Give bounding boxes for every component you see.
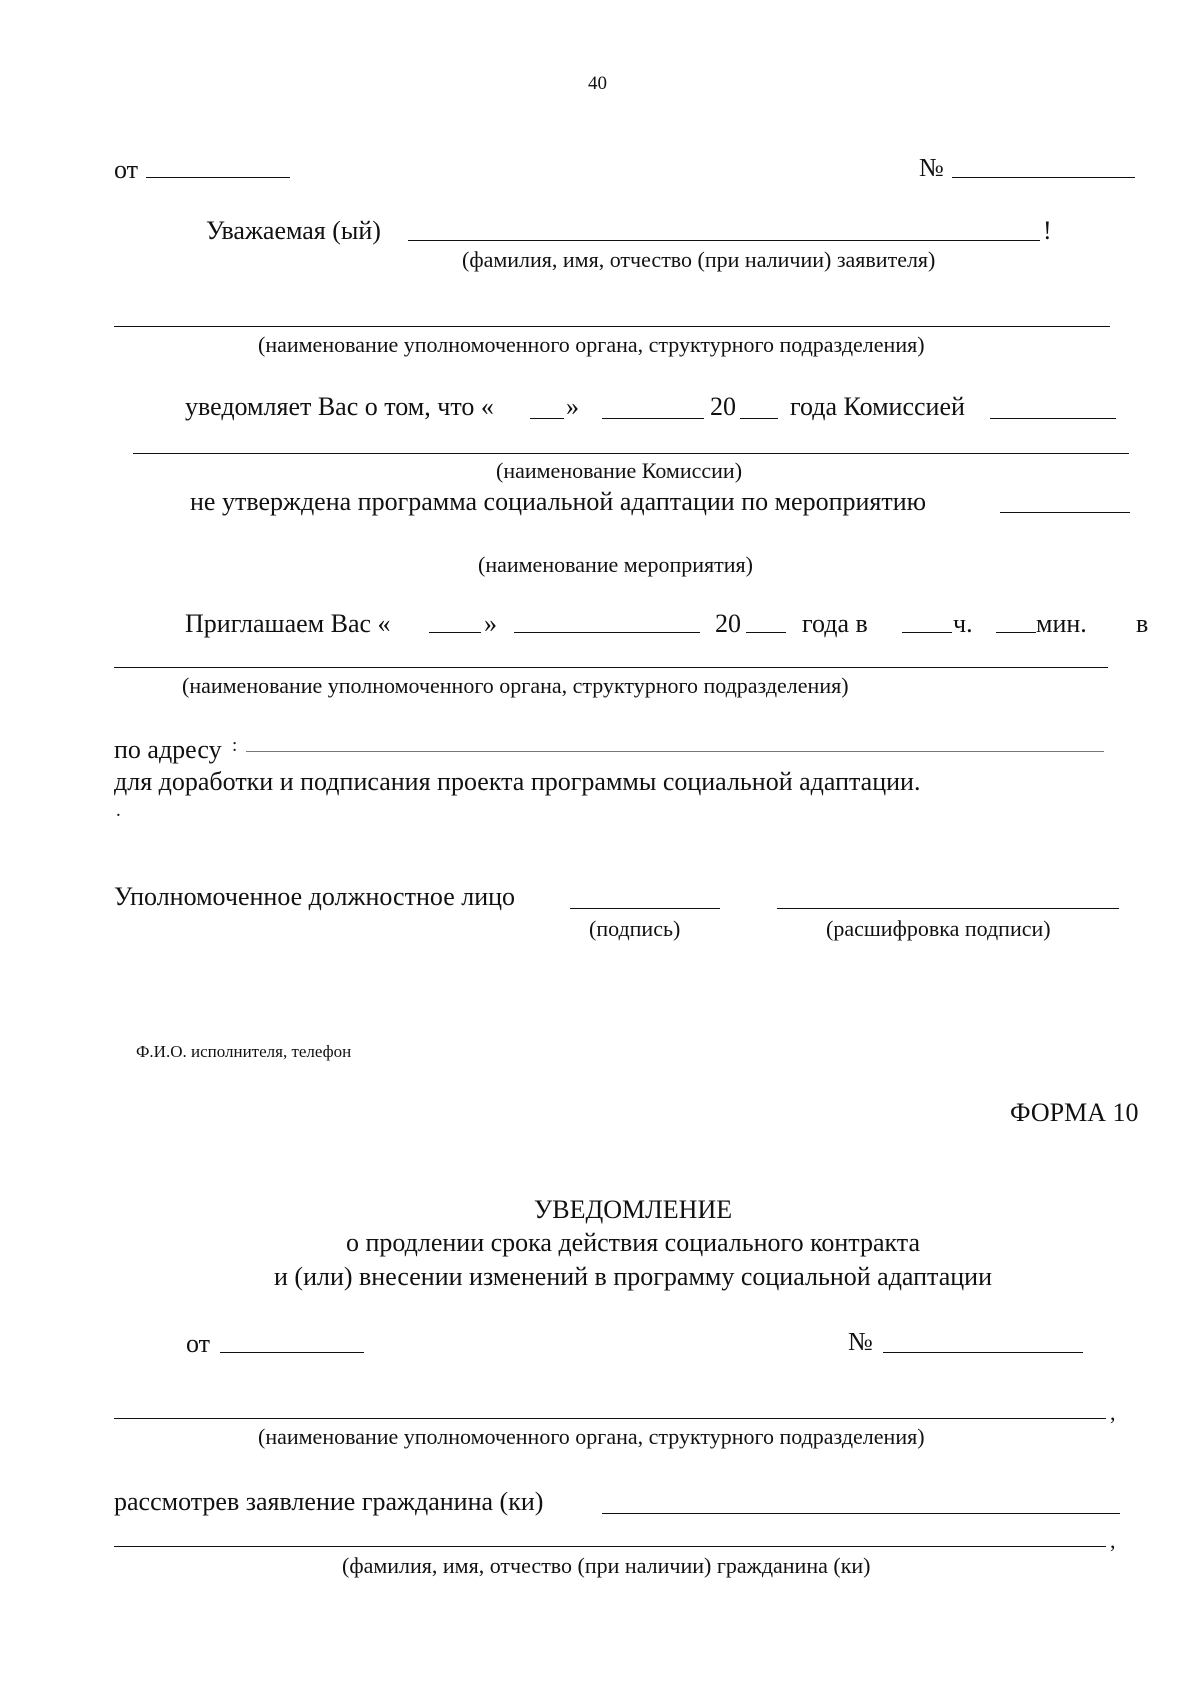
invite-hours-line[interactable] bbox=[902, 632, 952, 633]
address-colon: : bbox=[232, 735, 238, 756]
notify-month-line[interactable] bbox=[602, 418, 704, 419]
invite-month-line[interactable] bbox=[514, 632, 700, 633]
signature-line[interactable] bbox=[570, 908, 720, 909]
commission-name-line[interactable] bbox=[133, 453, 1129, 454]
invite-day-line[interactable] bbox=[429, 632, 481, 633]
purpose-text: для доработки и подписания проекта программы социальной адаптации. bbox=[114, 767, 921, 796]
invite-year-word: года в bbox=[802, 609, 868, 638]
date-prefix: от bbox=[114, 155, 139, 184]
form10-number-prefix: № bbox=[848, 1327, 873, 1356]
stray-dot: . bbox=[116, 800, 121, 821]
official-label: Уполномоченное должностное лицо bbox=[114, 882, 516, 911]
invite-minutes: мин. bbox=[1036, 609, 1087, 638]
form10-caption-authority: (наименование уполномоченного органа, структурного подразделения) bbox=[258, 1424, 925, 1449]
invite-minutes-line[interactable] bbox=[996, 632, 1036, 633]
caption-authority: (наименование уполномоченного органа, структурного подразделения) bbox=[258, 332, 925, 357]
invite-year: 20 bbox=[715, 609, 741, 638]
page-number: 40 bbox=[588, 73, 607, 94]
invite-in: в bbox=[1136, 609, 1149, 638]
authority-name-line[interactable] bbox=[114, 326, 1110, 327]
form10-authority-line[interactable] bbox=[114, 1418, 1106, 1419]
citizen-name-line-1[interactable] bbox=[602, 1513, 1120, 1514]
commission-short-line[interactable] bbox=[990, 418, 1116, 419]
form10-number-line[interactable] bbox=[883, 1352, 1083, 1353]
invite-text: Приглашаем Вас « bbox=[185, 609, 391, 638]
form10-date-line[interactable] bbox=[220, 1352, 364, 1353]
caption-authority-2: (наименование уполномоченного органа, структурного подразделения) bbox=[182, 673, 849, 698]
address-line[interactable] bbox=[246, 751, 1104, 752]
citizen-name-line-2[interactable] bbox=[114, 1546, 1106, 1547]
caption-signature-decode: (расшифровка подписи) bbox=[826, 916, 1051, 941]
notify-after-year: года Комиссией bbox=[790, 392, 965, 421]
form10-date-prefix: от bbox=[186, 1329, 211, 1358]
greeting-exclamation: ! bbox=[1043, 216, 1052, 245]
signature-decode-line[interactable] bbox=[777, 908, 1119, 909]
considered-text: рассмотрев заявление гражданина (ки) bbox=[114, 1487, 544, 1516]
not-approved-text: не утверждена программа социальной адаптации по мероприятию bbox=[190, 487, 927, 516]
number-prefix: № bbox=[919, 153, 944, 182]
invite-hours: ч. bbox=[953, 609, 973, 638]
caption-citizen: (фамилия, имя, отчество (при наличии) гражданина (ки) bbox=[342, 1553, 871, 1578]
notify-year-line[interactable] bbox=[740, 418, 778, 419]
notify-day-line[interactable] bbox=[530, 418, 564, 419]
notify-quote-close: » bbox=[566, 392, 579, 421]
caption-signature: (подпись) bbox=[589, 916, 681, 941]
notice-subtitle-1: о продлении срока действия социального контракта bbox=[345, 1228, 921, 1257]
form-label: ФОРМА 10 bbox=[1010, 1098, 1139, 1127]
applicant-name-line[interactable] bbox=[408, 240, 1040, 241]
date-field-line[interactable] bbox=[146, 177, 290, 178]
form10-comma-1: , bbox=[1110, 1400, 1116, 1425]
caption-applicant: (фамилия, имя, отчество (при наличии) заявителя) bbox=[462, 247, 936, 272]
caption-commission: (наименование Комиссии) bbox=[496, 458, 743, 483]
greeting: Уважаемая (ый) bbox=[206, 216, 381, 245]
invite-quote-close: » bbox=[484, 609, 497, 638]
caption-event: (наименование мероприятия) bbox=[478, 552, 753, 577]
notify-text: уведомляет Вас о том, что « bbox=[185, 392, 494, 421]
notify-year: 20 bbox=[710, 392, 736, 421]
notice-title: УВЕДОМЛЕНИЕ bbox=[533, 1195, 733, 1224]
invite-year-line[interactable] bbox=[746, 632, 786, 633]
event-line[interactable] bbox=[1000, 512, 1130, 513]
address-label: по адресу bbox=[114, 735, 222, 764]
executor-label: Ф.И.О. исполнителя, телефон bbox=[136, 1042, 352, 1061]
number-field-line[interactable] bbox=[952, 177, 1135, 178]
notice-subtitle-2: и (или) внесении изменений в программу социальной адаптации bbox=[274, 1262, 992, 1291]
invite-authority-line[interactable] bbox=[114, 667, 1108, 668]
form10-comma-2: , bbox=[1110, 1528, 1116, 1553]
